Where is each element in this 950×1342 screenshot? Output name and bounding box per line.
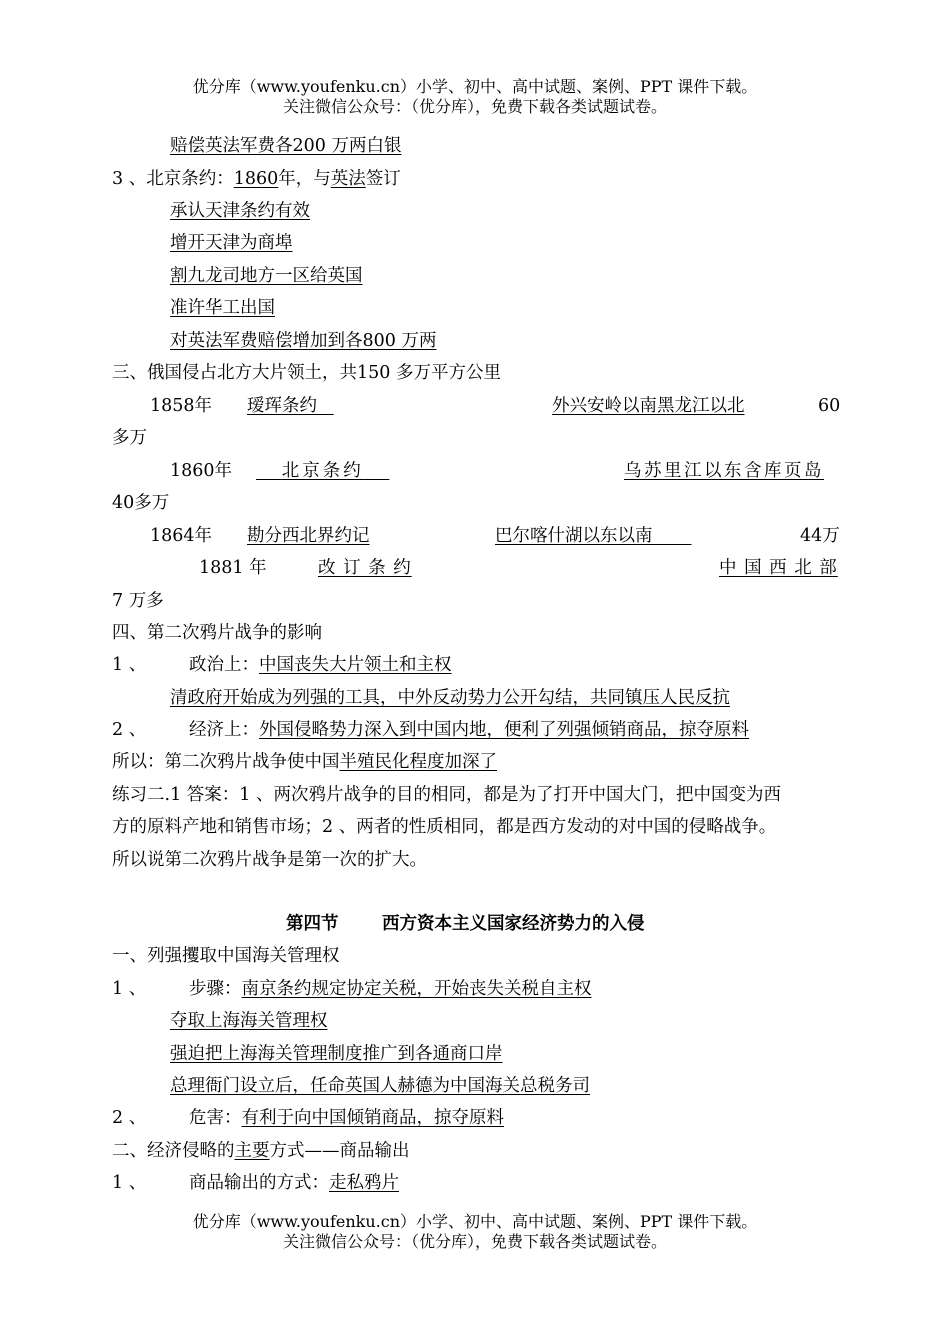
- political-number: 1 、: [112, 655, 147, 675]
- steps-number: 1 、: [112, 979, 147, 999]
- export-method-label: 商品输出的方式：: [189, 1173, 329, 1193]
- exercise-answer-2: 方的原料产地和销售市场；2 、两者的性质相同，都是西方发动的对中国的侵略战争。: [112, 817, 777, 837]
- conclusion-content: 半殖民化程度加深了: [339, 752, 497, 772]
- page-footer-line-2: 关注微信公众号：（优分库），免费下载各类试题试卷。: [282, 1232, 667, 1251]
- beijing-treaty-prefix: 3 、北京条约：: [112, 169, 234, 189]
- economic-line: [189, 718, 749, 742]
- section-number: 第四节: [286, 914, 339, 934]
- steps-item-3: 强迫把上海海关管理制度推广到各通商口岸: [170, 1044, 503, 1064]
- row-1864-treaty: 勘分西北界约记: [247, 526, 370, 546]
- row-1858-area: 60: [818, 396, 841, 416]
- export-suffix: 方式——商品输出: [269, 1141, 410, 1161]
- harm-number: 2 、: [112, 1108, 147, 1128]
- beijing-item-4: 准许华工出国: [170, 298, 275, 318]
- export-method-number: 1 、: [112, 1173, 147, 1193]
- conclusion-line: [112, 750, 497, 774]
- steps-line: [189, 977, 592, 1001]
- beijing-item-1: 承认天津条约有效: [170, 201, 310, 221]
- page-footer-line-1: 优分库（www.youfenku.cn）小学、初中、高中试题、案例、PPT 课件下载。: [192, 1212, 758, 1231]
- row-1858-year: 1858年: [150, 396, 213, 416]
- row-1860-treaty-text: 北京条约: [281, 461, 364, 481]
- political-label: 政治上：: [189, 655, 259, 675]
- row-1860-region: 乌苏里江以东含库页岛: [624, 461, 824, 481]
- beijing-treaty-mid: 年，与: [278, 169, 331, 189]
- harm-line: [189, 1106, 504, 1130]
- row-1860-treaty: [256, 459, 389, 483]
- russia-heading: 三、俄国侵占北方大片领土，共150 多万平方公里: [112, 363, 501, 383]
- beijing-treaty-suffix: 签订: [365, 169, 401, 189]
- compensation-200: 赔偿英法军费各200 万两白银: [170, 136, 402, 156]
- export-heading: [112, 1139, 410, 1163]
- exercise-answer-1: 练习二.1 答案：1 、两次鸦片战争的目的相同，都是为了打开中国大门，把中国变为西: [112, 785, 781, 805]
- row-1864-area: 44万: [800, 526, 840, 546]
- row-1860-cont: 40多万: [112, 493, 170, 513]
- row-1858-region: 外兴安岭以南黑龙江以北: [552, 396, 745, 416]
- beijing-item-5: 对英法军费赔偿增加到各800 万两: [170, 331, 437, 351]
- export-main: 主要: [234, 1141, 270, 1161]
- political-line: [189, 653, 452, 677]
- political-content-2: 清政府开始成为列强的工具，中外反动势力公开勾结，共同镇压人民反抗: [170, 688, 730, 708]
- beijing-item-3: 割九龙司地方一区给英国: [170, 266, 363, 286]
- export-method-line: [189, 1171, 399, 1195]
- economic-content: 外国侵略势力深入到中国内地，便利了列强倾销商品，掠夺原料: [259, 720, 749, 740]
- steps-content: 南京条约规定协定关税，开始丧失关税自主权: [241, 979, 592, 999]
- steps-label: 步骤：: [189, 979, 242, 999]
- economic-label: 经济上：: [189, 720, 259, 740]
- harm-content: 有利于向中国倾销商品，掠夺原料: [241, 1108, 504, 1128]
- conclusion-prefix: 所以：第二次鸦片战争使中国: [112, 752, 340, 772]
- row-1858-treaty: [247, 394, 334, 418]
- beijing-treaty-party: 英法: [330, 169, 366, 189]
- section-title: 西方资本主义国家经济势力的入侵: [382, 914, 645, 934]
- beijing-treaty-year: 1860: [233, 169, 279, 189]
- row-1860-year: 1860年: [170, 461, 233, 481]
- row-1864-region: [495, 524, 691, 548]
- beijing-treaty-heading: [112, 167, 401, 191]
- page-header-line-1: 优分库（www.youfenku.cn）小学、初中、高中试题、案例、PPT 课件下载。: [192, 77, 758, 96]
- impact-heading: 四、第二次鸦片战争的影响: [112, 623, 322, 643]
- harm-label: 危害：: [189, 1108, 242, 1128]
- row-1864-region-text: 巴尔喀什湖以东以南: [495, 526, 653, 546]
- row-1858-cont: 多万: [112, 428, 147, 448]
- row-1881-year: 1881 年: [199, 558, 267, 578]
- page-header-line-2: 关注微信公众号：（优分库），免费下载各类试题试卷。: [282, 97, 667, 116]
- row-1864-year: 1864年: [150, 526, 213, 546]
- export-method-content: 走私鸦片: [329, 1173, 399, 1193]
- steps-item-2: 夺取上海海关管理权: [170, 1011, 328, 1031]
- customs-heading: 一、列强攫取中国海关管理权: [112, 946, 340, 966]
- economic-number: 2 、: [112, 720, 147, 740]
- political-content: 中国丧失大片领土和主权: [259, 655, 452, 675]
- exercise-answer-3: 所以说第二次鸦片战争是第一次的扩大。: [112, 850, 427, 870]
- export-prefix: 二、经济侵略的: [112, 1141, 235, 1161]
- row-1858-treaty-text: 瑷珲条约: [247, 396, 317, 416]
- row-1881-treaty: 改 订 条 约: [318, 558, 412, 578]
- row-1881-region: 中 国 西 北 部: [719, 558, 838, 578]
- steps-item-4: 总理衙门设立后，任命英国人赫德为中国海关总税务司: [170, 1076, 590, 1096]
- row-1881-cont: 7 万多: [112, 591, 164, 611]
- beijing-item-2: 增开天津为商埠: [170, 233, 293, 253]
